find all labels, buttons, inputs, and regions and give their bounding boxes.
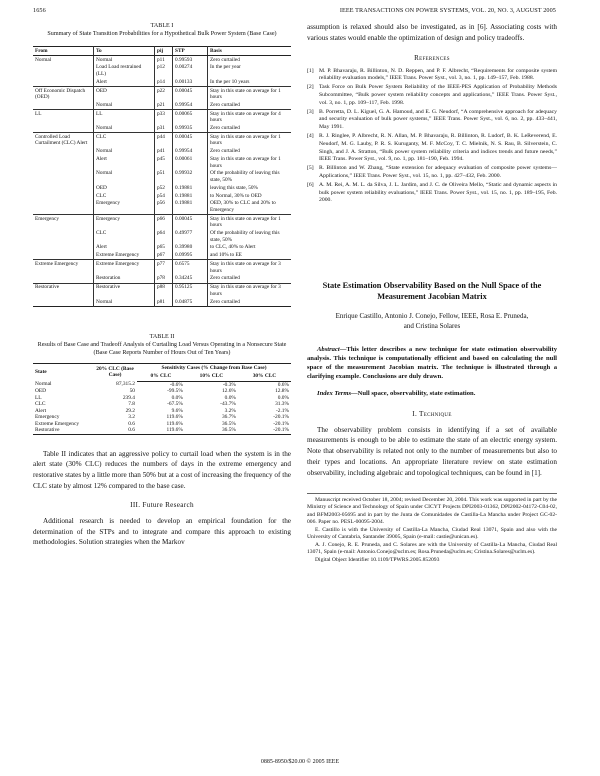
table2-cell: OED	[35, 388, 47, 395]
table1-row	[33, 148, 291, 156]
table1-cell-basis: Stay in this state on average for 1 hours	[208, 86, 292, 101]
table1-cell-p: p45	[155, 155, 173, 169]
table1-row	[33, 110, 291, 125]
table2-header-row	[33, 363, 291, 372]
table1-cell-stp: 0.00061	[173, 155, 208, 169]
table2-cell: LL	[35, 394, 42, 401]
table1-cell-basis: and 10% to EE	[208, 252, 292, 260]
table1-cell-basis: Stay in this state on average for 4 hours	[208, 110, 292, 125]
table2-caption: Results of Base Case and Tradeoff Analysis of Curtailing Load Versus Operating in a Nonsecure State (Base Case Reports Number of Hours Out of Ten Years)	[37, 341, 287, 356]
table1-cell-from	[33, 298, 94, 306]
table1-cell-to: Extreme Emergency	[94, 252, 155, 260]
table1-cell-p: p64	[155, 229, 173, 243]
table2-cell: Restorative	[35, 427, 60, 434]
left-paragraph-2: Additional research is needed to develop an empirical foundation for the determination of the STPs and to integrate and compare this approach to existing methodologies. Solution strategies when the Markov	[33, 516, 291, 547]
table1-cell-stp: 0.99935	[173, 124, 208, 132]
table1-cell-basis: Zero curtailed	[208, 124, 292, 132]
references-list	[307, 68, 557, 205]
reference-text: Task Force on Bulk Power System Reliability of the IEEE-PES Application of Probability Methods Subcommittee, “Bulk power system reliability concepts and applications,” IEEE Trans. Power Syst., vol. 3, no. 1, pp. 109–117, Feb. 1998.	[319, 84, 557, 106]
table1-cell-stp: 0.00133	[173, 78, 208, 86]
table1-cell-p: p44	[155, 133, 173, 148]
table2-col-0clc: 0% CLC	[137, 372, 185, 381]
table1-cell-from	[33, 192, 94, 200]
table2-cell: -0.3%	[222, 381, 236, 388]
table2-cell: 3.2%	[224, 407, 236, 414]
table1-cell-from	[33, 252, 94, 260]
table1-cell-stp: 0.99932	[173, 170, 208, 184]
table2-col-30clc: 30% CLC	[238, 372, 291, 381]
table1-row	[33, 260, 291, 275]
table2-cell: -20.1%	[273, 420, 289, 427]
table1-cell-p: p88	[155, 283, 173, 298]
table1-cell-basis: Stay in this state on average for 1 hours	[208, 133, 292, 148]
table2-cell: 0.6%	[277, 381, 289, 388]
section-heading-technique: I. Technique	[412, 409, 452, 418]
table1-cell-p: p41	[155, 148, 173, 156]
table1-cell-from: Controlled Load Curtailment (CLC) Alert	[33, 133, 94, 148]
table1-cell-from	[33, 170, 94, 184]
table2-cell: 119.6%	[166, 414, 183, 421]
table1-cell-stp: 0.19881	[173, 200, 208, 215]
table1-cell-stp: 0.99954	[173, 148, 208, 156]
table1-caption: Summary of State Transition Probabilities for a Hypothetical Bulk Power System (Base Case)	[47, 31, 277, 37]
table1-cell-basis: to Normal, 30% to OED	[208, 192, 292, 200]
table1-cell-stp: 0.19881	[173, 192, 208, 200]
abstract	[307, 345, 557, 381]
table1-cell-to: CLC	[94, 133, 155, 148]
table1-cell-stp: 0.49977	[173, 229, 208, 243]
table2-cell: Normal	[35, 381, 52, 388]
index-terms-label: Index Terms—	[317, 389, 358, 397]
reference-text: R. Billinton and W. Zhang, “State extension for adequacy evaluation of composite power systems—Applications,” IEEE Trans. Power Syst., vol. 15, no. 1, pp. 427–432, Feb. 2000.	[319, 165, 557, 179]
table2-cell: 0.0%	[277, 394, 289, 401]
table1-row	[33, 275, 291, 283]
table1-row	[33, 215, 291, 230]
table1-col-basis: Basis	[208, 47, 292, 56]
reference-item	[307, 68, 557, 83]
table1-cell-p: p31	[155, 124, 173, 132]
table2-cell: 0.6	[128, 427, 135, 434]
table1-col-pij: pij	[155, 47, 173, 56]
table1-cell-from	[33, 200, 94, 215]
table1-cell-to: Restoration	[94, 275, 155, 283]
table1-cell-from: Normal	[35, 56, 52, 63]
reference-text: R. J. Ringlee, P. Albrecht, R. N. Allan, M. P. Bhavaraju, R. Billinton, R. Ludorf, B. K. LeReverend, E. Neudorf, M. G. Lauby, P. R. S. Kuruganty, M. F. McCoy, T. C. Mielnik, N. S. Rau, B. Silverstein, C. Singh, and J. A. Stratton, “Bulk power system reliability criteria and indices trends and future needs,” IEEE Trans. Power Syst., vol. 9, no. 1, pp. 181–190, Feb. 1994.	[319, 133, 557, 163]
table1-cell-from	[33, 155, 94, 169]
table1-row	[33, 78, 291, 86]
table2-cell: 0.0%	[171, 394, 183, 401]
table2-cell: 0.6	[128, 420, 135, 427]
table1-col-to: To	[94, 47, 155, 56]
reference-item	[307, 109, 557, 132]
table2-cell: 50	[129, 388, 135, 395]
table2-cell: -20.1%	[273, 427, 289, 434]
table1-cell-p: p33	[155, 110, 173, 125]
table2-cell: -99.5%	[167, 388, 183, 395]
table1-cell-from	[33, 101, 94, 109]
table1	[33, 46, 291, 307]
footnote: Manuscript received October 18, 2004; revised December 20, 2004. This work was supported in part by the Ministry of Science and Technology of Spain under CICYT Projects DPI2003-01362, DPI2002-04172-C04-02, and BFM2003-05695 and in part by the Junta de Comunidades de Castilla-La Mancha under Project GC-02-006. Paper no. PESL-00095-2004.	[307, 496, 557, 526]
table1-cell-from	[33, 244, 94, 252]
reference-item	[307, 165, 557, 180]
table1-cell-from	[33, 184, 94, 192]
table1-row	[33, 192, 291, 200]
index-terms	[307, 389, 557, 398]
table1-cell-basis: In the per 10 years	[208, 78, 292, 86]
table1-cell-stp: 0.95125	[173, 283, 208, 298]
table2-col-10clc: 10% CLC	[185, 372, 238, 381]
continued-paragraph: assumption is relaxed should also be investigated, as in [6]. Associating costs with various states would enable the optimization of design and policy tradeoffs.	[307, 23, 557, 42]
table2-cell: 3.2	[128, 414, 135, 421]
table1-cell-basis: Stay in this state on average for 3 hours	[208, 283, 292, 298]
table1-cell-p: p21	[155, 101, 173, 109]
table1-cell-p: p51	[155, 170, 173, 184]
table2-row	[33, 381, 291, 388]
authors	[307, 311, 557, 331]
left-paragraph-1: Table II indicates that an aggressive policy to curtail load when the system is in the alert state (30% CLC) reduces the numbers of days in the extreme emergency and restorative states by a little more than 50% but at a cost of increasing the frequency of the CLC state by almost 12% compared to the base case.	[33, 449, 291, 490]
table1-cell-stp: 0.09995	[173, 252, 208, 260]
table1-cell-stp: 0.19881	[173, 184, 208, 192]
table1-cell-p: p22	[155, 86, 173, 101]
table1-cell-to: Alert	[94, 244, 155, 252]
table1-cell-basis: Zero curtailed	[208, 275, 292, 283]
table1-cell-from: Restorative	[33, 283, 94, 298]
table1-cell-from	[33, 148, 94, 156]
table1-cell-basis: leaving this state, 50%	[208, 184, 292, 192]
table2-col-sensitivity: Sensitivity Cases (% Change from Base Case)	[161, 364, 267, 371]
table1-cell-from: Emergency	[33, 215, 94, 230]
table1-cell-from	[33, 64, 94, 78]
table2-cell: Extreme Emergency	[35, 420, 80, 427]
table1-cell-stp: 0.00045	[173, 133, 208, 148]
table2-cell: 239.4	[122, 394, 135, 401]
technique-paragraph: The observability problem consists in identifying if a set of available measurements is enough to be able to estimate the state of an electric energy system. Note that observability is related not only to the number of measurements but also to their types and locations. An appropriate literature review on state estimation observability, including algebraic and topological techniques, can be found in [1].	[307, 425, 557, 477]
table1-cell-basis: Stay in this state on average for 1 hours	[208, 155, 292, 169]
table1-cell-from	[33, 124, 94, 132]
table1-cell-stp: 0.34245	[173, 275, 208, 283]
table1-label: TABLE I	[150, 23, 174, 29]
reference-item	[307, 133, 557, 164]
footnote: E. Castillo is with the University of Castilla-La Mancha, Ciudad Real 13071, Spain and also with the University of Cantabria, Santander 39005, Spain (e-mail: castie@unican.es).	[307, 526, 557, 541]
table1-header-row	[33, 47, 291, 56]
reference-text: B. Porretta, D. L. Kiguel, G. A. Hamoud, and E. G. Neudorf, “A comprehensive approach for adequacy and security evaluation of bulk power systems,” IEEE Trans. Power Syst., vol. 6, no. 2, pp. 433–441, May 1991.	[319, 108, 557, 131]
table2-col-base: 20% CLC (Base Case)	[96, 365, 134, 379]
table1-cell-from	[33, 275, 94, 283]
reference-number: [6]	[307, 181, 314, 188]
table1-cell-p: p11	[155, 56, 173, 64]
page-number: 1656	[33, 7, 46, 14]
table2-cell: 36.5%	[221, 420, 236, 427]
table2-cell: 9.6%	[171, 407, 183, 414]
table1-cell-basis: Zero curtailed	[208, 298, 292, 306]
table2-cell: 119.6%	[166, 420, 183, 427]
table1-cell-from	[33, 229, 94, 243]
table1-cell-p: p81	[155, 298, 173, 306]
footnote: A. J. Conejo, R. E. Pruneda, and C. Solares are with the University of Castilla-La Mancha, Ciudad Real 13071, Spain (e-mail: Antonio.Conejo@uclm.es; Rosa.Pruneda@uclm.es; Cristina.Solares@uclm.es).	[307, 541, 557, 556]
table1-cell-p: p67	[155, 252, 173, 260]
table1-cell-p: p77	[155, 260, 173, 275]
table1-cell-to: Normal	[94, 148, 155, 156]
table1-col-stp: STP	[173, 47, 208, 56]
table2-cell: 7.8	[128, 401, 135, 408]
table1-row	[33, 184, 291, 192]
table2-cell: -67.5%	[167, 401, 183, 408]
reference-number: [4]	[307, 133, 314, 140]
table1-cell-to: Normal	[94, 124, 155, 132]
table1-cell-basis: Zero curtailed	[208, 56, 292, 64]
table2-cell: -0.6%	[169, 381, 183, 388]
table1-cell-stp: 0.00274	[173, 64, 208, 78]
table1-cell-to: Normal	[94, 170, 155, 184]
table2-cell: 87,315.2	[116, 381, 135, 388]
table1-cell-basis: Stay in this state on average for 1 hours	[208, 215, 292, 230]
table1-cell-to: Normal	[94, 298, 155, 306]
left-column	[33, 22, 291, 548]
table1-cell-stp: 0.00065	[173, 110, 208, 125]
table1-cell-to: Emergency	[94, 200, 155, 215]
table2-cell: 119.6%	[166, 427, 183, 434]
table1-cell-basis: OED, 30% to CLC and 20% to Emergency	[208, 200, 292, 215]
table1-cell-to: Normal	[94, 101, 155, 109]
table1-cell-p: p12	[155, 64, 173, 78]
references-heading: References	[414, 53, 450, 62]
table1-row	[33, 200, 291, 215]
table2-col-state: State	[35, 369, 47, 376]
table2-cell: -2.1%	[275, 407, 289, 414]
table2-cell: 36.5%	[221, 427, 236, 434]
table1-cell-to: CLC	[94, 192, 155, 200]
reference-number: [2]	[307, 84, 314, 91]
authors-line-1: Enrique Castillo, Antonio J. Conejo, Fellow, IEEE, Rosa E. Pruneda,	[335, 311, 529, 320]
journal-header: IEEE TRANSACTIONS ON POWER SYSTEMS, VOL. 20, NO. 3, AUGUST 2005	[339, 7, 556, 14]
table2-cell: 12.8%	[275, 388, 289, 395]
table1-cell-stp: 0.00045	[173, 215, 208, 230]
table1-cell-stp: 0.39980	[173, 244, 208, 252]
table1-row	[33, 298, 291, 306]
table1-cell-from: Off Economic Dispatch (OED)	[33, 86, 94, 101]
table2-cell: 12.6%	[221, 388, 236, 395]
reference-text: M. P. Bhavaraju, R. Billinton, N. D. Reppen, and P. F. Albrecht, “Requirements for composite system reliability evaluation models,” IEEE Trans. Power Syst., vol. 3, no. 1, pp. 149–157, Feb. 1988.	[319, 67, 557, 82]
table1-cell-basis: In the per year	[208, 64, 292, 78]
table2-row	[33, 427, 291, 434]
table1-cell-to: CLC	[94, 229, 155, 243]
footnote: Digital Object Identifier 10.1109/TPWRS.2005.852093	[315, 556, 440, 563]
table1-cell-to: Extreme Emergency	[94, 260, 155, 275]
table1-cell-to: Alert	[94, 155, 155, 169]
table1-row	[33, 86, 291, 101]
table1-cell-to: Alert	[94, 78, 155, 86]
section-heading-future-research: III. Future Research	[130, 500, 194, 509]
table1-cell-to: Normal	[94, 56, 155, 64]
table1-cell-p: p54	[155, 192, 173, 200]
table2-body	[33, 381, 291, 434]
reference-item	[307, 182, 557, 205]
table1-cell-basis: Zero curtailed	[208, 148, 292, 156]
reference-number: [5]	[307, 165, 314, 172]
table1-cell-basis: Zero curtailed	[208, 101, 292, 109]
reference-text: A. M. Rei, A. M. L. da Silva, J. L. Jardim, and J. C. de Oliveira Mello, “Static and dynamic aspects in bulk power system reliability evaluations,” IEEE Trans. Power Syst., vol. 15, no. 1, pp. 189–195, Feb. 2000.	[319, 181, 557, 204]
table1-cell-to: Restorative	[94, 283, 155, 298]
copyright-footer: 0885-8950/$20.00 © 2005 IEEE	[260, 759, 340, 765]
right-column	[307, 22, 557, 564]
reference-item	[307, 84, 557, 107]
table1-cell-basis: Of the probability of leaving this state, 50%	[208, 229, 292, 243]
table2	[33, 363, 291, 435]
table2-cell: Alert	[35, 407, 47, 414]
table1-cell-stp: 0.99593	[173, 56, 208, 64]
authors-line-2: and Cristina Solares	[403, 321, 461, 330]
table1-row	[33, 170, 291, 184]
table1-cell-stp: 0.6575	[173, 260, 208, 275]
table1-cell-from: Extreme Emergency	[33, 260, 94, 275]
table1-row	[33, 133, 291, 148]
table1-cell-p: p14	[155, 78, 173, 86]
table1-cell-stp: 0.04875	[173, 298, 208, 306]
table1-cell-p: p56	[155, 200, 173, 215]
table1-cell-from	[33, 78, 94, 86]
table1-row	[33, 283, 291, 298]
table1-cell-basis: Stay in this state on average for 3 hours	[208, 260, 292, 275]
table2-cell: 29.2	[125, 407, 135, 414]
table1-row	[33, 64, 291, 78]
table1-cell-to: Load Load restrained (LL)	[94, 64, 155, 78]
table1-cell-stp: 0.99954	[173, 101, 208, 109]
article-title: State Estimation Observability Based on the Null Space of the Measurement Jacobian Matrix	[322, 281, 542, 301]
table1-row	[33, 56, 291, 64]
table1-cell-from: LL	[33, 110, 94, 125]
reference-number: [3]	[307, 108, 314, 115]
table1-cell-basis: Of the probability of leaving this state, 50%	[208, 170, 292, 184]
abstract-text: This letter describes a new technique for state estimation observability analysis. This technique is computationally efficient and based on calculating the null space of the measurement Jacobian matrix. The technique is illustrated through a clarifying example. Conclusions are duly drawn.	[307, 345, 557, 380]
table1-cell-p: p66	[155, 215, 173, 230]
table1-row	[33, 229, 291, 243]
table2-cell: 0.0%	[224, 394, 236, 401]
index-terms-text: Null space, observability, state estimation.	[357, 389, 476, 397]
table2-cell: -43.7%	[220, 401, 236, 408]
table2-cell: CLC	[35, 401, 46, 408]
table2-cell: Emergency	[35, 414, 60, 421]
table1-cell-to: Emergency	[94, 215, 155, 230]
table2-cell: 31.3%	[275, 401, 289, 408]
table1-row	[33, 124, 291, 132]
abstract-label: Abstract—	[317, 345, 347, 353]
table2-cell: 36.7%	[221, 414, 236, 421]
table1-cell-stp: 0.00045	[173, 86, 208, 101]
table1-cell-p: p65	[155, 244, 173, 252]
table2-label: TABLE II	[149, 333, 175, 340]
table1-cell-p: p78	[155, 275, 173, 283]
table1-col-from: From	[33, 47, 94, 56]
reference-number: [1]	[307, 67, 314, 74]
table1-row	[33, 155, 291, 169]
table1-cell-to: OED	[94, 184, 155, 192]
table1-row	[33, 244, 291, 252]
table1-cell-p: p52	[155, 184, 173, 192]
footnotes	[307, 493, 557, 565]
table2-cell: -20.1%	[273, 414, 289, 421]
table1-cell-to: LL	[94, 110, 155, 125]
table1-body	[33, 56, 291, 307]
table1-row	[33, 252, 291, 260]
table1-cell-basis: to CLC, 40% to Alert	[208, 244, 292, 252]
table1-cell-to: OED	[94, 86, 155, 101]
table1-row	[33, 101, 291, 109]
